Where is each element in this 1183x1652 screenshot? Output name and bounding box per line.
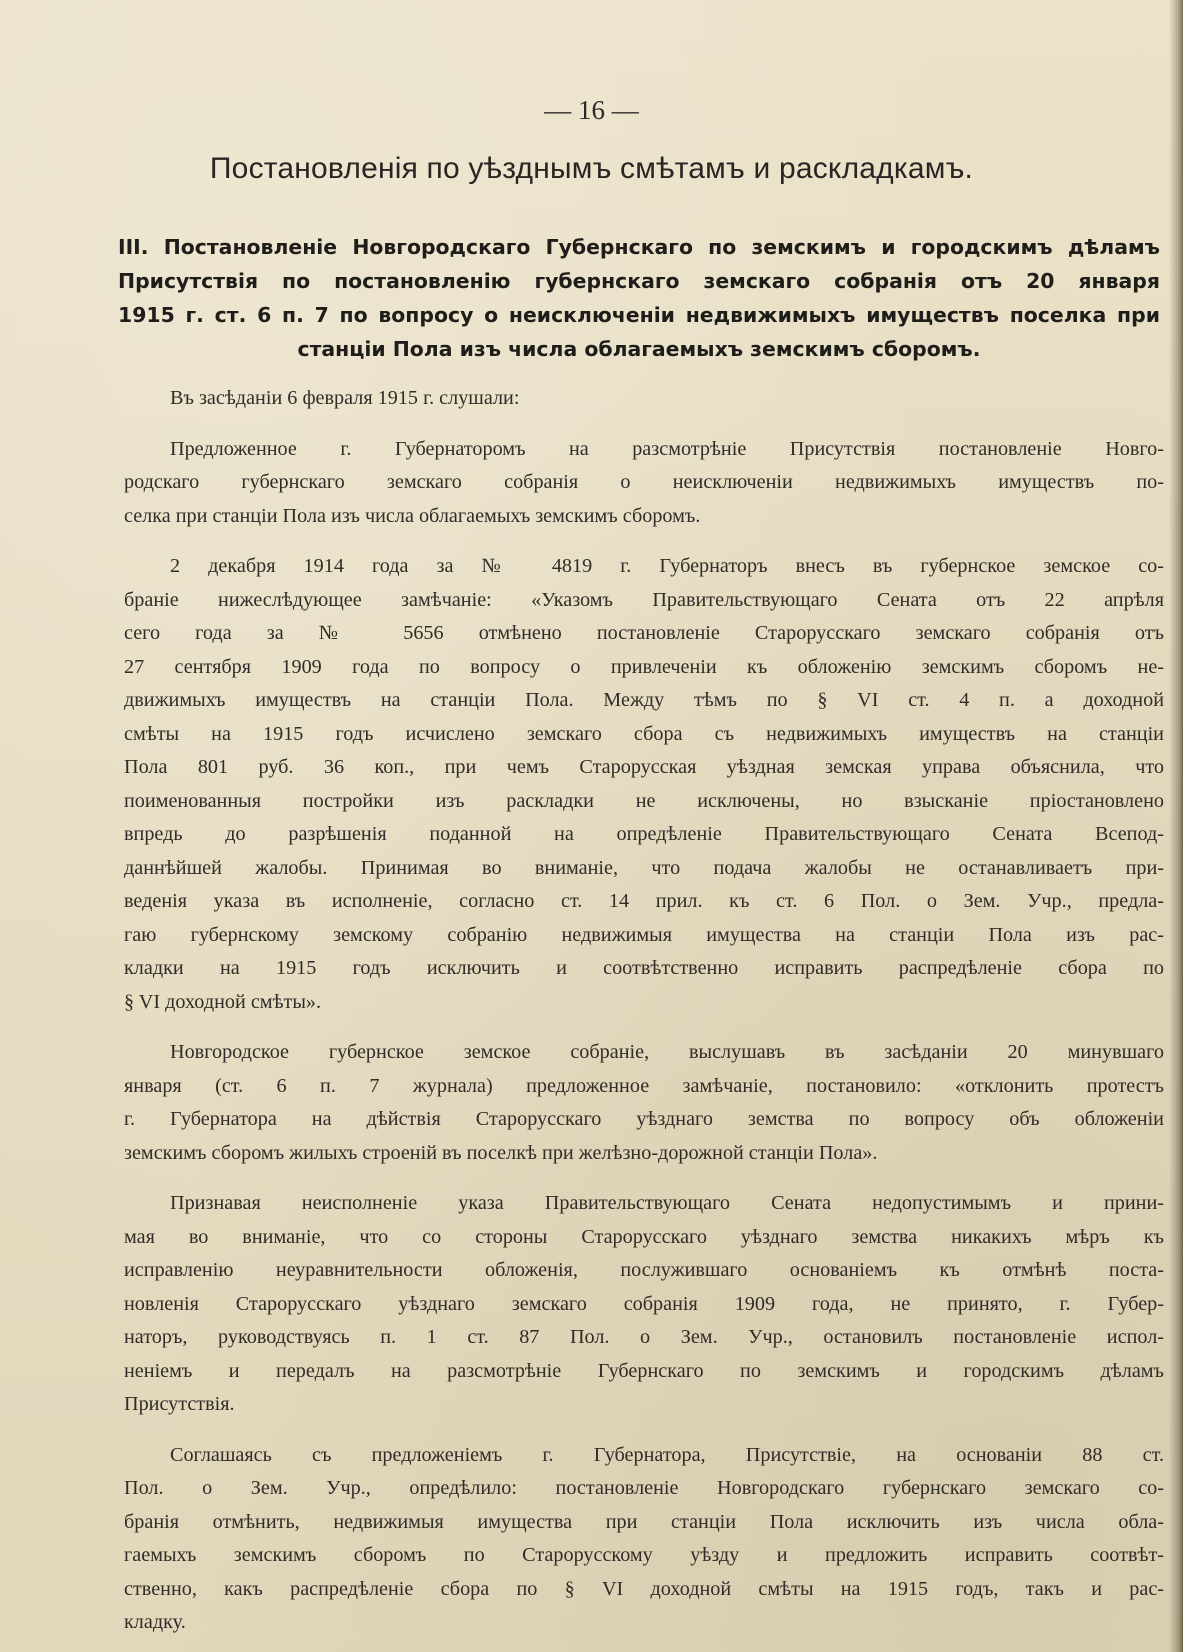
section-heading-line: Присутствія по постановленію губернскаго земскаго собранія отъ 20 января bbox=[118, 269, 1160, 293]
section-heading-line: станціи Пола изъ числа облагаемыхъ земскимъ сборомъ. bbox=[297, 337, 981, 361]
section-heading bbox=[118, 230, 1160, 366]
paragraph-line: г. Губернатора на дѣйствія Старорусскаго уѣзднаго земства по вопросу объ обложеніи bbox=[124, 1108, 1164, 1130]
paragraph-line: Новгородское губернское земское собраніе, выслушавъ въ засѣданіи 20 минувшаго bbox=[170, 1041, 1164, 1063]
paragraph-line: исправленію неуравнительности обложенія, послужившаго основаніемъ къ отмѣнѣ поста- bbox=[124, 1259, 1164, 1281]
paragraph-line: неніемъ и передалъ на разсмотрѣніе Губернскаго по земскимъ и городскимъ дѣламъ bbox=[124, 1359, 1164, 1382]
paragraph-line: поименованныя постройки изъ раскладки не исключены, но взысканіе пріостановлено bbox=[124, 789, 1164, 812]
paragraph-line: селка при станціи Пола изъ числа облагаемыхъ земскимъ сборомъ. bbox=[124, 504, 701, 527]
paragraph bbox=[124, 1187, 1164, 1422]
paragraph bbox=[124, 433, 1164, 534]
paragraph-line: земскимъ сборомъ жилыхъ строеній въ поселкѣ при желѣзно-дорожной станціи Пола». bbox=[124, 1141, 878, 1164]
paragraph-line: Присутствія. bbox=[124, 1393, 235, 1415]
paragraph bbox=[124, 1439, 1164, 1640]
paragraph-line: 27 сентября 1909 года по вопросу о привлеченіи къ обложенію земскимъ сборомъ не- bbox=[124, 655, 1164, 678]
paragraph-line: веденія указа въ исполненіе, согласно ст. 14 прил. къ ст. 6 Пол. о Зем. Учр., предла- bbox=[124, 890, 1164, 912]
paragraph bbox=[124, 1036, 1164, 1170]
paragraph-line: Въ засѣданіи 6 февраля 1915 г. слушали: bbox=[170, 387, 520, 409]
section-heading-line: III. Постановленіе Новгородскаго Губернскаго по земскимъ и городскимъ дѣламъ bbox=[118, 235, 1160, 259]
paragraph-line: впредь до разрѣшенія поданной на опредѣленіе Правительствующаго Сената Всепод- bbox=[124, 823, 1164, 845]
paragraph bbox=[124, 382, 1164, 416]
paragraph-line: наторъ, руководствуясь п. 1 ст. 87 Пол. о Зем. Учр., остановилъ постановленіе испол- bbox=[124, 1326, 1164, 1348]
page-edge-shadow bbox=[1169, 0, 1183, 1652]
paragraph-line: смѣты на 1915 годъ исчислено земскаго сбора съ недвижимыхъ имуществъ на станціи bbox=[124, 722, 1164, 745]
section-heading-line: 1915 г. ст. 6 п. 7 по вопросу о неисключеніи недвижимыхъ имуществъ поселка при bbox=[118, 303, 1160, 327]
paragraph-line: мая во вниманіе, что со стороны Старорусскаго уѣзднаго земства никакихъ мѣръ къ bbox=[124, 1225, 1164, 1248]
paragraph-line: кладку. bbox=[124, 1611, 186, 1633]
paragraph-line: Пол. о Зем. Учр., опредѣлило: постановленіе Новгородскаго губернскаго земскаго со- bbox=[124, 1477, 1164, 1499]
paragraph-line: § VI доходной смѣты». bbox=[124, 990, 322, 1013]
paragraph bbox=[124, 550, 1164, 1019]
paragraph-line: Предложенное г. Губернаторомъ на разсмотрѣніе Присутствія постановленіе Новго- bbox=[170, 437, 1164, 460]
paragraph-line: родскаго губернскаго земскаго собранія о неисключеніи недвижимыхъ имуществъ по- bbox=[124, 471, 1164, 493]
paragraph-line: 2 декабря 1914 года за № 4819 г. Губернаторъ внесъ въ губернское земское со- bbox=[170, 555, 1164, 577]
page-title: Постановленія по уѣзднымъ смѣтамъ и раскладкамъ. bbox=[209, 152, 974, 185]
paragraph-line: гаю губернскому земскому собранію недвижимыя имущества на станціи Пола изъ рас- bbox=[124, 923, 1164, 946]
paragraph-line: новленія Старорусскаго уѣзднаго земскаго собранія 1909 года, не принято, г. Губер- bbox=[124, 1292, 1164, 1315]
paragraph-line: даннѣйшей жалобы. Принимая во вниманіе, что подача жалобы не останавливаетъ при- bbox=[124, 856, 1164, 879]
paragraph-line: бранія отмѣнить, недвижимыя имущества при станціи Пола исключить изъ числа обла- bbox=[124, 1510, 1164, 1533]
paragraph-line: ственно, какъ распредѣленіе сбора по § VI доходной смѣты на 1915 годъ, такъ и рас- bbox=[124, 1577, 1164, 1600]
paragraph-line: сего года за № 5656 отмѣнено постановленіе Старорусскаго земскаго собранія отъ bbox=[124, 622, 1164, 644]
paragraph-line: браніе нижеслѣдующее замѣчаніе: «Указомъ Правительствующаго Сената отъ 22 апрѣля bbox=[124, 588, 1164, 611]
page-number: — 16 — bbox=[544, 95, 639, 125]
paragraph-line: Признавая неисполненіе указа Правительствующаго Сената недопустимымъ и прини- bbox=[170, 1192, 1164, 1214]
paragraph-line: гаемыхъ земскимъ сборомъ по Старорусскому уѣзду и предложить исправить соотвѣт- bbox=[124, 1544, 1164, 1566]
paragraph-line: кладки на 1915 годъ исключить и соотвѣтственно исправить распредѣленіе сбора по bbox=[124, 957, 1164, 979]
paragraph-line: января (ст. 6 п. 7 журнала) предложенное замѣчаніе, постановило: «отклонить протестъ bbox=[124, 1074, 1164, 1097]
paragraph-line: движимыхъ имуществъ на станціи Пола. Между тѣмъ по § VI ст. 4 п. а доходной bbox=[124, 689, 1164, 711]
paragraph-line: Соглашаясь съ предложеніемъ г. Губернатора, Присутствіе, на основаніи 88 ст. bbox=[170, 1443, 1164, 1466]
paragraph-line: Пола 801 руб. 36 коп., при чемъ Старорусская уѣздная земская управа объяснила, что bbox=[124, 756, 1164, 778]
body-text bbox=[124, 382, 1164, 1652]
